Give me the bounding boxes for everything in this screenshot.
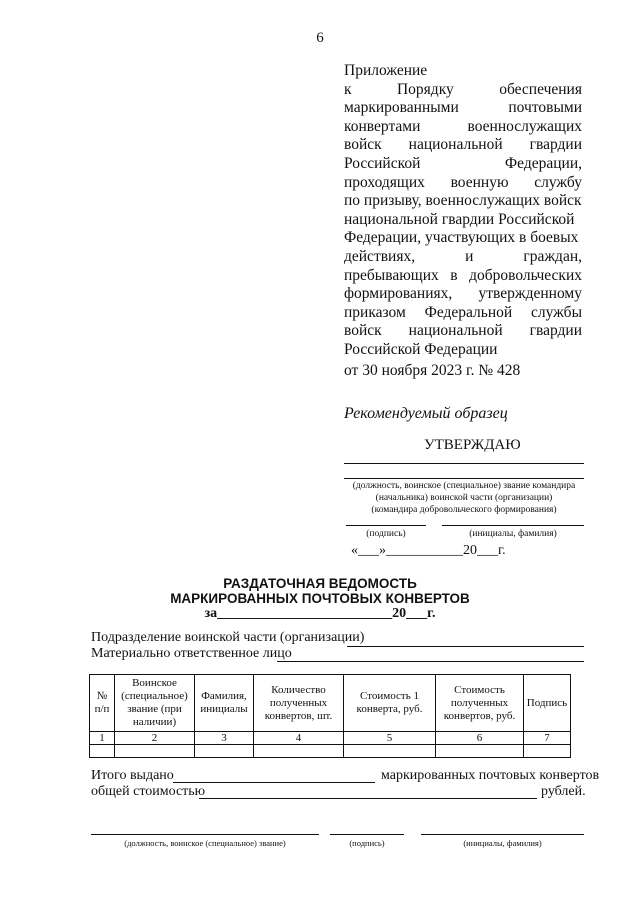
footer-position-line[interactable] bbox=[91, 834, 319, 835]
footer-position-caption: (должность, воинское (специальное) звание) bbox=[124, 838, 286, 848]
appendix-order-line: от 30 ноября 2023 г. № 428 bbox=[344, 361, 521, 379]
column-number: 4 bbox=[254, 732, 344, 745]
approve-position-line bbox=[344, 463, 584, 464]
appendix-line bbox=[344, 81, 582, 100]
unit-field-line[interactable] bbox=[347, 646, 584, 647]
approve-heading: УТВЕРЖДАЮ bbox=[424, 437, 521, 453]
cost-total-suffix: рублей. bbox=[541, 784, 586, 799]
column-number: 5 bbox=[344, 732, 436, 745]
appendix-word: пребывающих bbox=[344, 266, 439, 284]
appendix-line bbox=[344, 341, 582, 360]
appendix-word: приказом bbox=[344, 303, 406, 321]
table-cell[interactable] bbox=[115, 745, 195, 758]
table-cell[interactable] bbox=[254, 745, 344, 758]
appendix-word: к bbox=[344, 80, 352, 98]
table-column-numbers-row bbox=[90, 732, 571, 745]
appendix-word: обеспечения bbox=[499, 80, 582, 98]
appendix-word: и bbox=[465, 247, 474, 265]
appendix-word: формированиях, bbox=[344, 285, 453, 303]
appendix-word: войск bbox=[344, 322, 382, 340]
appendix-word: военную bbox=[450, 173, 509, 191]
column-number: 7 bbox=[524, 732, 571, 745]
approve-position-caption: (должность, воинское (специальное) звание командира (начальника) воинской части (организации) (командира добровольческого формирования) bbox=[352, 481, 576, 515]
appendix-word: проходящих bbox=[344, 173, 425, 191]
column-number: 2 bbox=[115, 732, 195, 745]
footer-signature-line[interactable] bbox=[330, 834, 404, 835]
cost-total-label: общей стоимостью bbox=[91, 784, 206, 799]
document-period: за_________________________20___г. bbox=[204, 606, 436, 621]
table-cell[interactable] bbox=[436, 745, 524, 758]
table-cell[interactable] bbox=[344, 745, 436, 758]
appendix-line bbox=[344, 322, 582, 341]
table-cell[interactable] bbox=[195, 745, 254, 758]
page-number: 6 bbox=[316, 30, 324, 46]
table-cell[interactable] bbox=[90, 745, 115, 758]
column-number: 1 bbox=[90, 732, 115, 745]
table-header-row bbox=[90, 675, 571, 732]
column-number: 6 bbox=[436, 732, 524, 745]
table-cell[interactable] bbox=[524, 745, 571, 758]
appendix-word: Федерации, bbox=[504, 154, 582, 172]
footer-signature-caption: (подпись) bbox=[349, 838, 385, 848]
appendix-word: Приложение bbox=[344, 62, 428, 79]
document-title: РАЗДАТОЧНАЯ ВЕДОМОСТЬ bbox=[223, 576, 417, 591]
distribution-table bbox=[89, 674, 571, 758]
appendix-word: Федерации, участвующих в боевых bbox=[344, 229, 579, 247]
header-signature: Подпись bbox=[524, 675, 571, 732]
appendix-line bbox=[344, 248, 582, 267]
cost-total-line[interactable] bbox=[199, 798, 537, 799]
table-row bbox=[90, 745, 571, 758]
approve-signature-line bbox=[346, 525, 426, 526]
appendix-word: граждан, bbox=[523, 247, 582, 265]
appendix-line bbox=[344, 136, 582, 155]
header-number: № п/п bbox=[90, 675, 115, 732]
appendix-word: добровольческих bbox=[469, 266, 582, 284]
appendix-word: гвардии bbox=[529, 136, 582, 154]
unit-field-label: Подразделение воинской части (организации) bbox=[91, 630, 365, 645]
appendix-word: Российской Федерации bbox=[344, 340, 498, 358]
appendix-word: по призыву, военнослужащих войск bbox=[344, 192, 582, 210]
approve-date-line: «___»___________20___г. bbox=[351, 543, 506, 558]
appendix-line bbox=[344, 285, 582, 304]
approve-name-caption: (инициалы, фамилия) bbox=[469, 529, 557, 539]
appendix-word: национальной bbox=[408, 136, 503, 154]
appendix-word: гвардии bbox=[529, 322, 582, 340]
appendix-line bbox=[344, 118, 582, 137]
appendix-word: в bbox=[450, 266, 458, 284]
responsible-field-label: Материально ответственное лицо bbox=[91, 646, 292, 661]
header-name: Фамилия, инициалы bbox=[195, 675, 254, 732]
appendix-line bbox=[344, 192, 582, 211]
recommended-sample-label: Рекомендуемый образец bbox=[344, 405, 508, 422]
approve-name-line bbox=[442, 525, 584, 526]
appendix-block bbox=[344, 62, 582, 380]
appendix-line bbox=[344, 174, 582, 193]
appendix-line bbox=[344, 211, 582, 230]
appendix-line bbox=[344, 229, 582, 248]
issued-total-line[interactable] bbox=[173, 782, 375, 783]
footer-name-caption: (инициалы, фамилия) bbox=[463, 838, 542, 848]
appendix-word: службы bbox=[531, 303, 582, 321]
appendix-word: Федеральной bbox=[424, 303, 513, 321]
footer-name-line[interactable] bbox=[421, 834, 584, 835]
appendix-word: войск bbox=[344, 136, 382, 154]
appendix-word: конвертами bbox=[344, 117, 421, 135]
appendix-line bbox=[344, 99, 582, 118]
appendix-word: утвержденному bbox=[478, 285, 582, 303]
header-rank: Воинское (специальное) звание (при наличии) bbox=[115, 675, 195, 732]
appendix-line bbox=[344, 304, 582, 323]
appendix-word: службу bbox=[534, 173, 582, 191]
appendix-word: маркированными bbox=[344, 99, 459, 117]
header-unit-cost: Стоимость 1 конверта, руб. bbox=[344, 675, 436, 732]
header-quantity: Количество полученных конвертов, шт. bbox=[254, 675, 344, 732]
approve-position-line-2 bbox=[344, 478, 584, 479]
approve-signature-caption: (подпись) bbox=[366, 529, 406, 539]
appendix-word: действиях, bbox=[344, 247, 416, 265]
appendix-word: военнослужащих bbox=[467, 117, 582, 135]
appendix-word: национальной bbox=[408, 322, 503, 340]
document-subtitle: МАРКИРОВАННЫХ ПОЧТОВЫХ КОНВЕРТОВ bbox=[170, 591, 470, 606]
appendix-word: почтовыми bbox=[508, 99, 582, 117]
appendix-word: Российской bbox=[344, 154, 421, 172]
issued-total-label: Итого выдано bbox=[91, 768, 174, 783]
appendix-line bbox=[344, 62, 582, 81]
issued-total-suffix: маркированных почтовых конвертов bbox=[381, 768, 600, 783]
appendix-word: национальной гвардии Российской bbox=[344, 210, 575, 228]
responsible-field-line[interactable] bbox=[277, 661, 584, 662]
column-number: 3 bbox=[195, 732, 254, 745]
header-total-cost: Стоимость полученных конвертов, руб. bbox=[436, 675, 524, 732]
appendix-word: Порядку bbox=[396, 80, 454, 98]
appendix-line bbox=[344, 267, 582, 286]
appendix-line bbox=[344, 155, 582, 174]
